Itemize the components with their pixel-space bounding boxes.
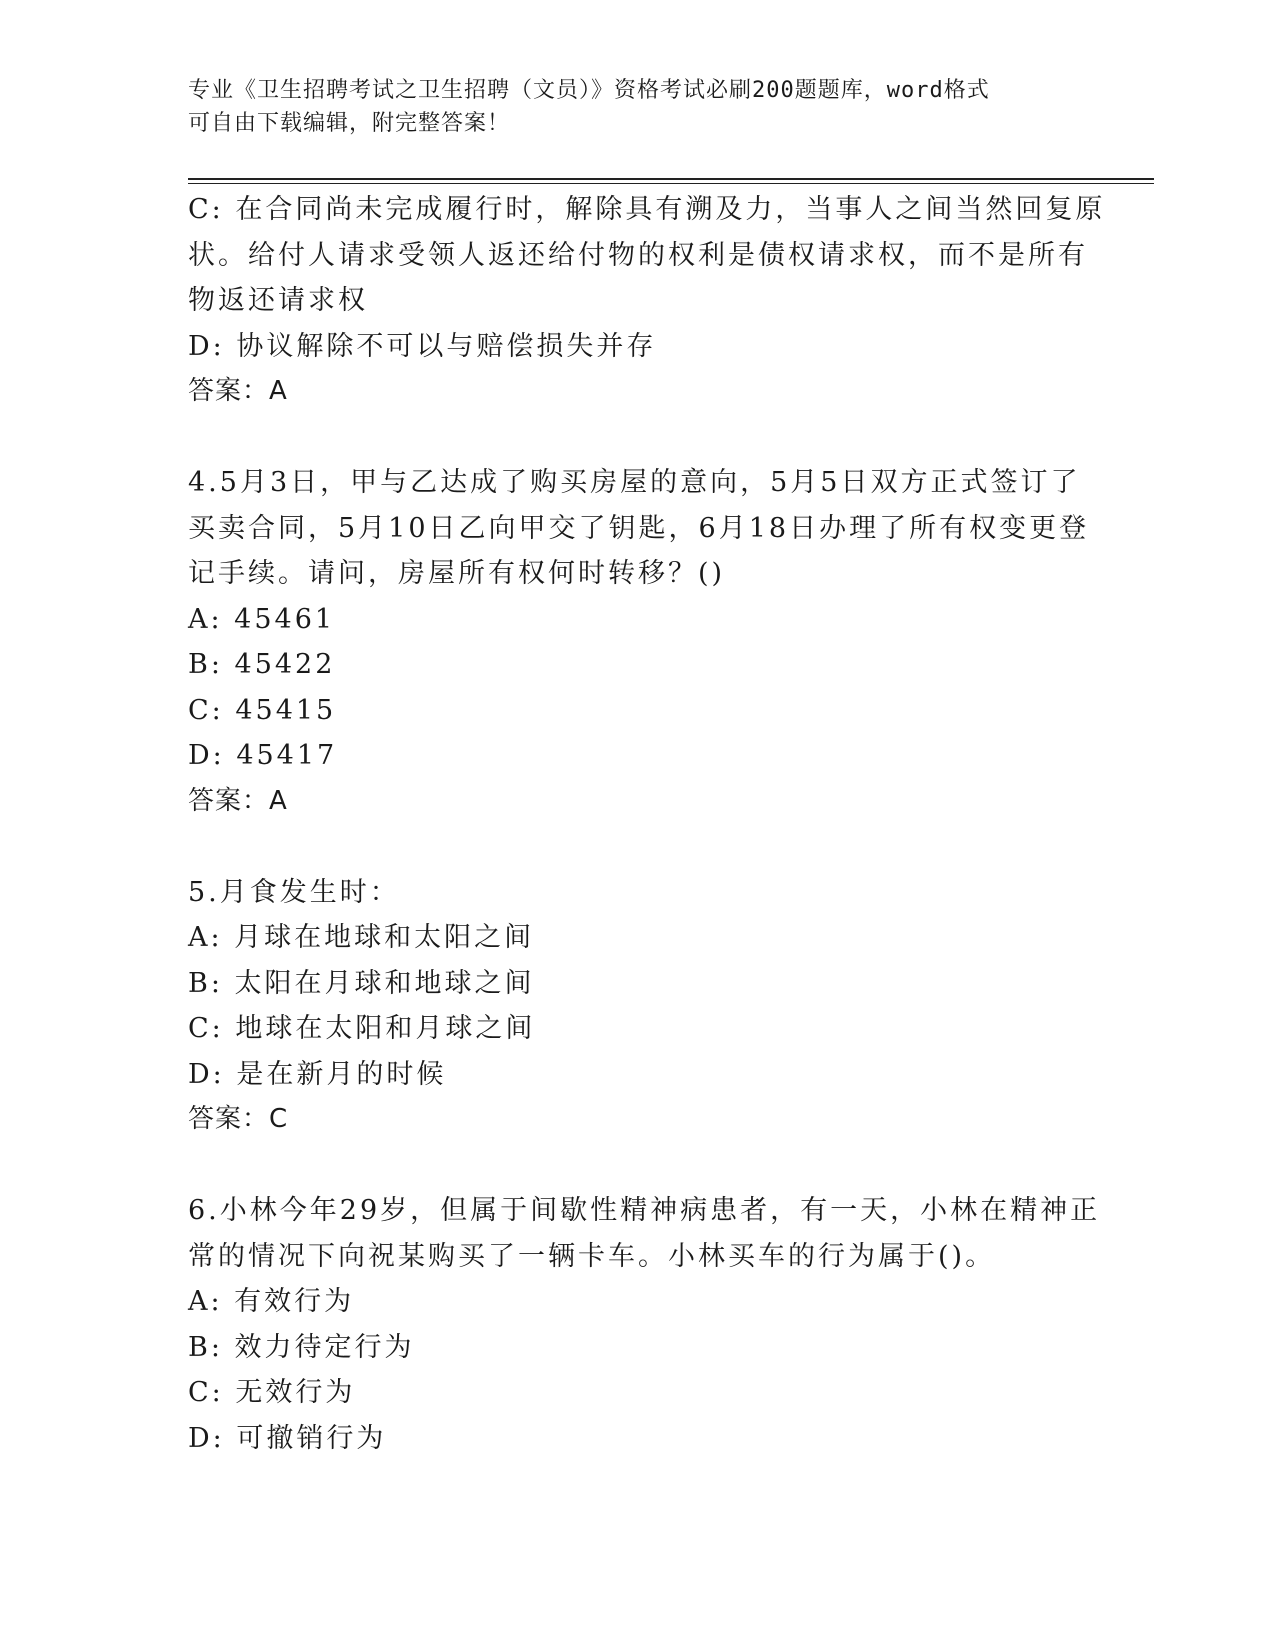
question-stem-line-2: 常的情况下向祝某购买了一辆卡车。小林买车的行为属于()。 <box>188 1240 996 1272</box>
answer-label: 答案：A <box>188 376 288 406</box>
question-6 <box>188 1188 1101 1461</box>
question-stem-line-3: 记手续。请问，房屋所有权何时转移？() <box>188 558 726 589</box>
document-body <box>188 187 1106 1461</box>
header-title-line-2: 可自由下载编辑，附完整答案！ <box>188 111 511 136</box>
question-4 <box>188 460 1088 824</box>
option-a: A: 月球在地球和太阳之间 <box>188 922 535 953</box>
option-b: B: 45422 <box>188 649 336 680</box>
option-b: B: 太阳在月球和地球之间 <box>188 967 535 999</box>
question-3-continuation <box>188 187 1106 415</box>
header-title-line-1: 专业《卫生招聘考试之卫生招聘（文员）》资格考试必刷200题题库，word格式 <box>188 78 990 103</box>
option-a: A: 有效行为 <box>188 1286 355 1317</box>
option-d: D: 协议解除不可以与赔偿损失并存 <box>188 330 657 362</box>
spacer <box>188 415 1088 461</box>
question-stem-line-1: 6.小林今年29岁，但属于间歇性精神病患者，有一天，小林在精神正 <box>188 1195 1101 1226</box>
question-stem: 5.月食发生时： <box>188 876 400 908</box>
spacer <box>188 824 1088 870</box>
option-a: A: 45461 <box>188 603 336 635</box>
option-c: C: 45415 <box>188 694 337 726</box>
option-d: D: 可撤销行为 <box>188 1422 387 1454</box>
question-stem-line-2: 买卖合同，5月10日乙向甲交了钥匙，6月18日办理了所有权变更登 <box>188 512 1090 544</box>
option-c-line-2: 状。给付人请求受领人返还给付物的权利是债权请求权，而不是所有 <box>188 239 1088 271</box>
option-c-line-3: 物返还请求权 <box>188 285 368 316</box>
answer-label: 答案：A <box>188 785 288 816</box>
option-c: C: 地球在太阳和月球之间 <box>188 1013 536 1044</box>
header-divider-thin <box>188 183 1154 184</box>
answer-label: 答案：C <box>188 1104 289 1134</box>
option-c: C: 无效行为 <box>188 1377 356 1408</box>
spacer <box>188 1143 1088 1189</box>
option-b: B: 效力待定行为 <box>188 1331 415 1363</box>
option-d: D: 是在新月的时候 <box>188 1058 447 1090</box>
document-header <box>188 74 1088 140</box>
header-divider-thick <box>188 178 1154 180</box>
question-5 <box>188 870 1088 1143</box>
option-c-line-1: C: 在合同尚未完成履行时，解除具有溯及力，当事人之间当然回复原 <box>188 194 1106 225</box>
question-stem-line-1: 4.5月3日，甲与乙达成了购买房屋的意向，5月5日双方正式签订了 <box>188 467 1081 498</box>
option-d: D: 45417 <box>188 740 338 771</box>
